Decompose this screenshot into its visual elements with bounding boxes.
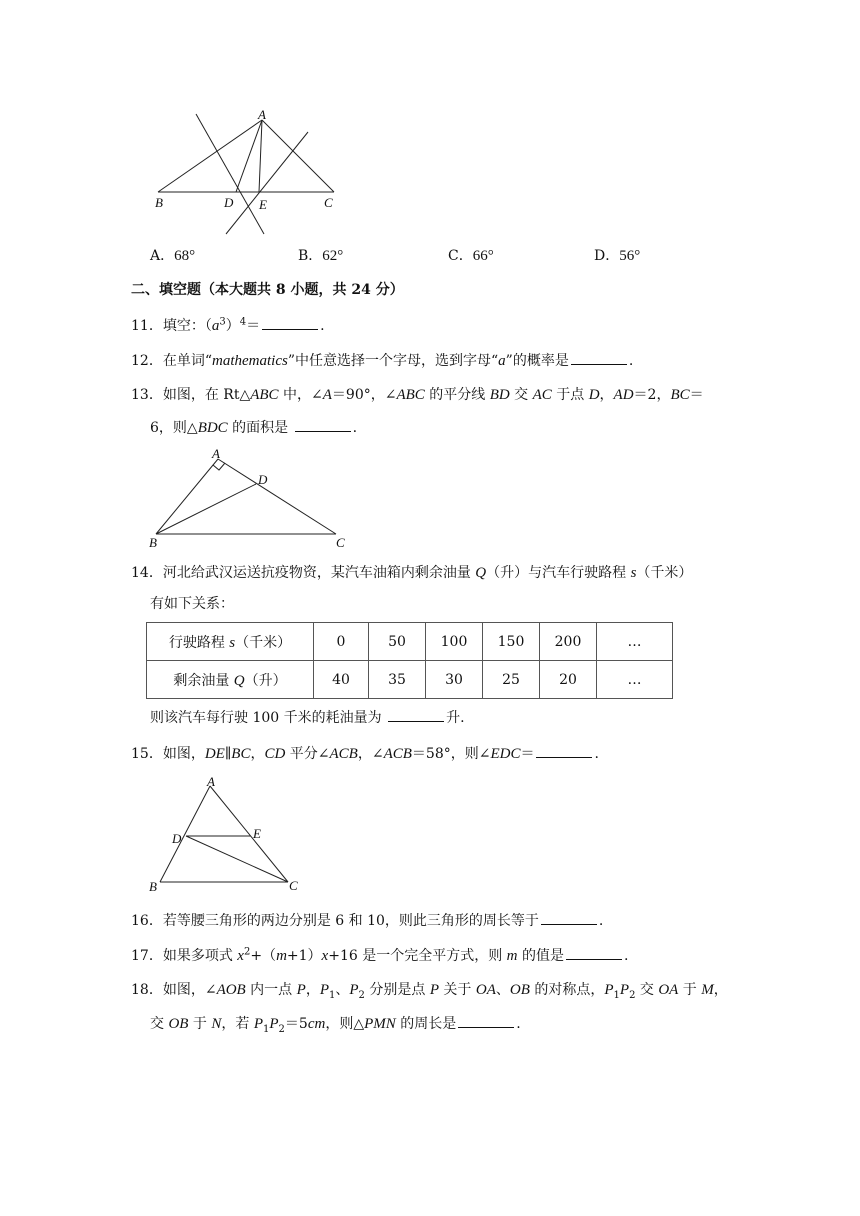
- label-A: A: [207, 774, 215, 789]
- label-A: A: [258, 107, 266, 122]
- label-D: D: [258, 472, 268, 487]
- label-E: E: [259, 197, 267, 212]
- question-17: 17．如果多项式 $x^2+(m+1)x+16$ 是一个完全平方式，则 m 的值是 .: [131, 946, 629, 964]
- segment-AC: [218, 459, 336, 534]
- table-cell: 100: [426, 623, 483, 661]
- segment-AD: [236, 120, 262, 192]
- table-cell: …: [597, 623, 673, 661]
- figure-q15: [144, 772, 308, 894]
- segment-AC: [262, 120, 334, 192]
- q10-option-c: C．66°: [448, 248, 494, 264]
- table-cell: 200: [540, 623, 597, 661]
- table-row: [147, 623, 673, 661]
- question-18-line2: 交 OB 于 N，若 $P_1P_2=5cm$，则△PMN 的周长是 .: [150, 1013, 521, 1034]
- q10-option-d: D．56°: [594, 248, 641, 264]
- table-cell: 30: [426, 661, 483, 699]
- table-row: [147, 661, 673, 699]
- table-cell: …: [597, 661, 673, 699]
- question-14-line1: 14．河北给武汉运送抗疫物资，某汽车油箱内剩余油量 Q（升）与汽车行驶路程 s（千米）: [131, 565, 693, 581]
- table-cell: 40: [314, 661, 369, 699]
- answer-blank: [536, 743, 592, 758]
- figure-q10: [148, 106, 348, 242]
- section-heading: 二、填空题（本大题共 8 小题，共 24 分）: [131, 282, 404, 298]
- answer-blank: [571, 350, 627, 365]
- segment-AB: [156, 459, 218, 534]
- fuel-table: [146, 622, 673, 699]
- label-B: B: [155, 195, 163, 210]
- q10-option-a: A．68°: [150, 248, 196, 264]
- q10-option-b: B．62°: [298, 248, 344, 264]
- table-header-fuel: 剩余油量 Q（升）: [147, 661, 314, 699]
- perp-bisector-2: [226, 132, 308, 234]
- question-14-followup: 则该汽车每行驶 100 千米的耗油量为 升.: [150, 707, 465, 728]
- answer-blank: [388, 707, 444, 722]
- table-cell: 35: [369, 661, 426, 699]
- label-C: C: [324, 195, 333, 210]
- label-B: B: [149, 879, 157, 894]
- answer-blank: [566, 945, 622, 960]
- answer-blank: [295, 417, 351, 432]
- answer-blank: [262, 315, 318, 330]
- label-D: D: [172, 831, 182, 846]
- label-B: B: [149, 535, 157, 550]
- question-16: 16．若等腰三角形的两边分别是 6 和 10，则此三角形的周长等于 .: [131, 910, 603, 931]
- question-12: 12．在单词“mathematics”中任意选择一个字母，选到字母“a”的概率是 .: [131, 350, 633, 371]
- answer-blank: [458, 1013, 514, 1028]
- segment-AB: [158, 120, 262, 192]
- label-D: D: [224, 195, 234, 210]
- table-cell: 0: [314, 623, 369, 661]
- table-cell: 20: [540, 661, 597, 699]
- segment-BD: [156, 484, 256, 534]
- table-cell: 50: [369, 623, 426, 661]
- segment-AC: [210, 786, 288, 882]
- question-13-line2: 6，则△BDC 的面积是 .: [150, 417, 357, 438]
- question-18-line1: 18．如图，∠AOB 内一点 P，$P_1$、$P_2$ 分别是点 P 关于 OA、OB 的对称点，$P_1P_2$ 交 OA 于 M，: [131, 982, 728, 1001]
- segment-DC: [186, 836, 288, 882]
- label-E: E: [253, 826, 261, 841]
- table-cell: 25: [483, 661, 540, 699]
- label-C: C: [336, 535, 345, 550]
- table-header-distance: 行驶路程 s（千米）: [147, 623, 314, 661]
- question-13-line1: 13．如图，在 Rt△ABC 中，∠A＝90°，∠ABC 的平分线 BD 交 AC 于点 D，AD＝2，BC＝: [131, 387, 704, 403]
- answer-blank: [541, 910, 597, 925]
- question-11: 11．填空：$(a^3)^4=$ .: [131, 316, 325, 334]
- table-cell: 150: [483, 623, 540, 661]
- label-C: C: [289, 878, 298, 893]
- figure-q13: [146, 446, 356, 552]
- question-15: 15．如图，DE∥BC，CD 平分∠ACB，∠ACB＝58°，则∠EDC＝ .: [131, 743, 599, 764]
- question-14-line2: 有如下关系：: [150, 596, 234, 612]
- perp-bisector-1: [196, 114, 264, 234]
- right-angle-mark: [213, 463, 225, 470]
- label-A: A: [212, 446, 220, 461]
- segment-AE: [259, 120, 262, 192]
- segment-AB: [160, 786, 210, 882]
